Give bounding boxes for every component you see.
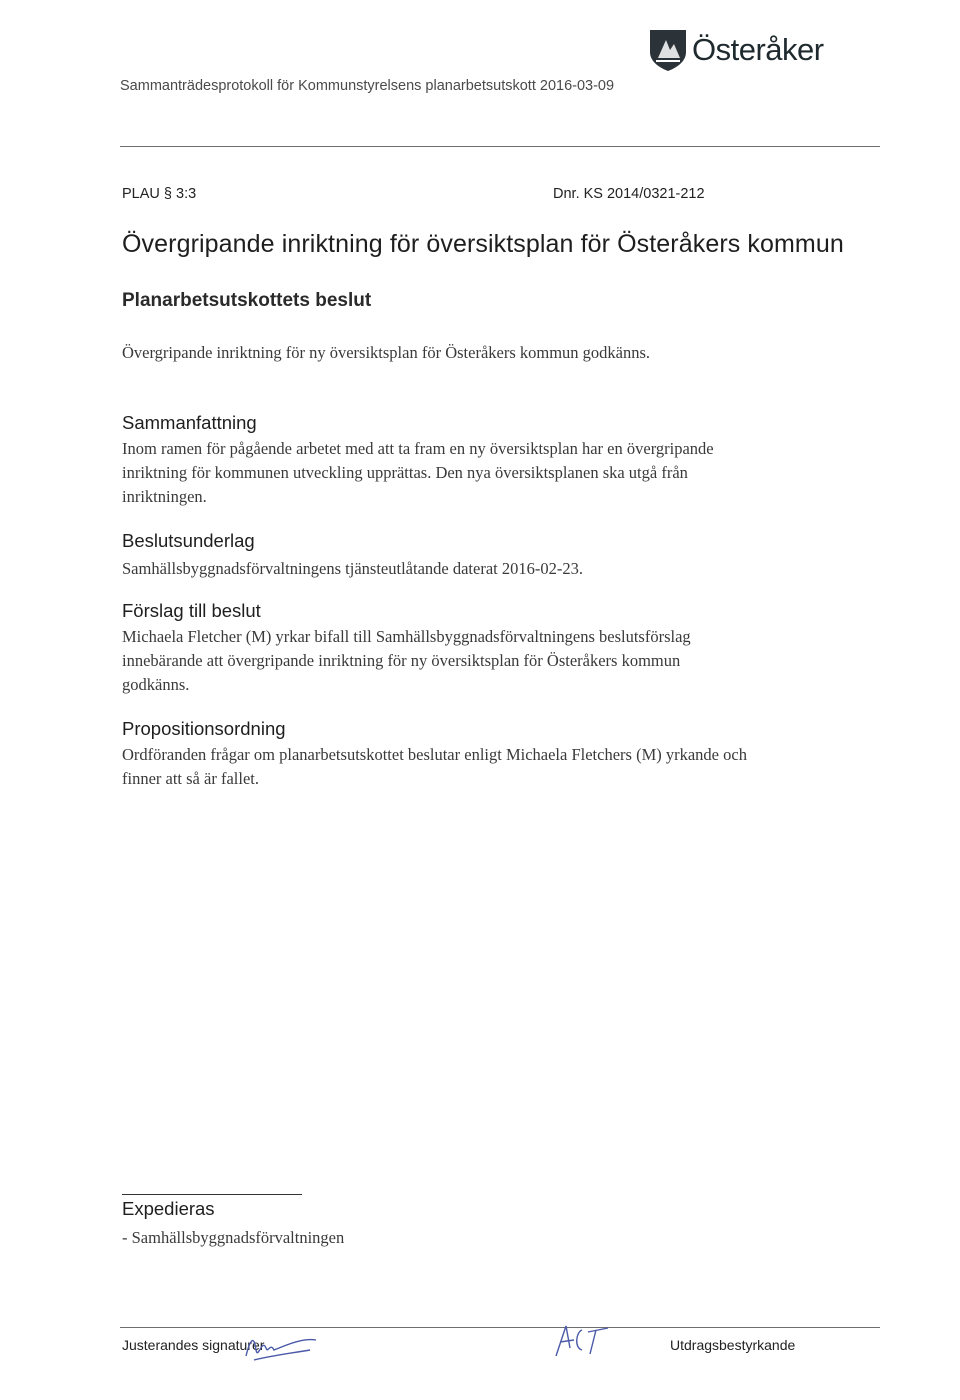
text-line: innebärande att övergripande inriktning för ny översiktsplan för Österåkers kommun <box>122 651 681 670</box>
text-line: Inom ramen för pågående arbetet med att ta fram en ny översiktsplan har en övergripande <box>122 439 714 458</box>
text-line: finner att så är fallet. <box>122 769 259 788</box>
expedieras-divider <box>122 1194 302 1195</box>
municipality-logo <box>648 28 824 72</box>
footer-divider <box>120 1327 880 1328</box>
section-heading-proposal: Förslag till beslut <box>122 600 261 621</box>
section-heading-proposition: Propositionsordning <box>122 718 286 739</box>
signature-mark <box>548 1318 628 1364</box>
decision-text: Övergripande inriktning för ny översiktsplan för Österåkers kommun godkänns. <box>122 343 651 362</box>
text-line: Michaela Fletcher (M) yrkar bifall till Samhällsbyggnadsförvaltningens beslutsförslag <box>122 627 691 646</box>
protocol-header: Sammanträdesprotokoll för Kommunstyrelsens planarbetsutskott 2016-03-09 <box>120 78 615 94</box>
diary-number: Dnr. KS 2014/0321-212 <box>553 186 705 202</box>
text-line: inriktning för kommunen utveckling upprättas. Den nya översiktsplanen ska utgå från <box>122 463 688 482</box>
certification-label: Utdragsbestyrkande <box>670 1337 796 1353</box>
logo-text: Österåker <box>692 32 824 67</box>
section-text-proposal <box>122 625 822 697</box>
section-heading-basis: Beslutsunderlag <box>122 530 255 551</box>
text-line: godkänns. <box>122 675 190 694</box>
decision-heading: Planarbetsutskottets beslut <box>122 290 372 311</box>
section-text-basis <box>122 557 822 581</box>
text-line: inriktningen. <box>122 487 207 506</box>
page-title: Övergripande inriktning för översiktsplan för Österåkers kommun <box>122 230 844 258</box>
expedieras-heading: Expedieras <box>122 1198 215 1219</box>
section-text-proposition <box>122 743 822 791</box>
header-divider <box>120 146 880 147</box>
text-line: Ordföranden frågar om planarbetsutskottet beslutar enligt Michaela Fletchers (M) yrkande och <box>122 745 747 764</box>
signature-mark <box>240 1320 320 1366</box>
signatures-label: Justerandes signaturer <box>122 1337 265 1353</box>
text-line: Samhällsbyggnadsförvaltningens tjänsteutlåtande daterat 2016-02-23. <box>122 559 583 578</box>
expedieras-item: - Samhällsbyggnadsförvaltningen <box>122 1228 345 1247</box>
section-heading-summary: Sammanfattning <box>122 412 257 433</box>
shield-icon <box>648 28 688 72</box>
section-text-summary <box>122 437 822 509</box>
paragraph-number: PLAU § 3:3 <box>122 186 197 202</box>
